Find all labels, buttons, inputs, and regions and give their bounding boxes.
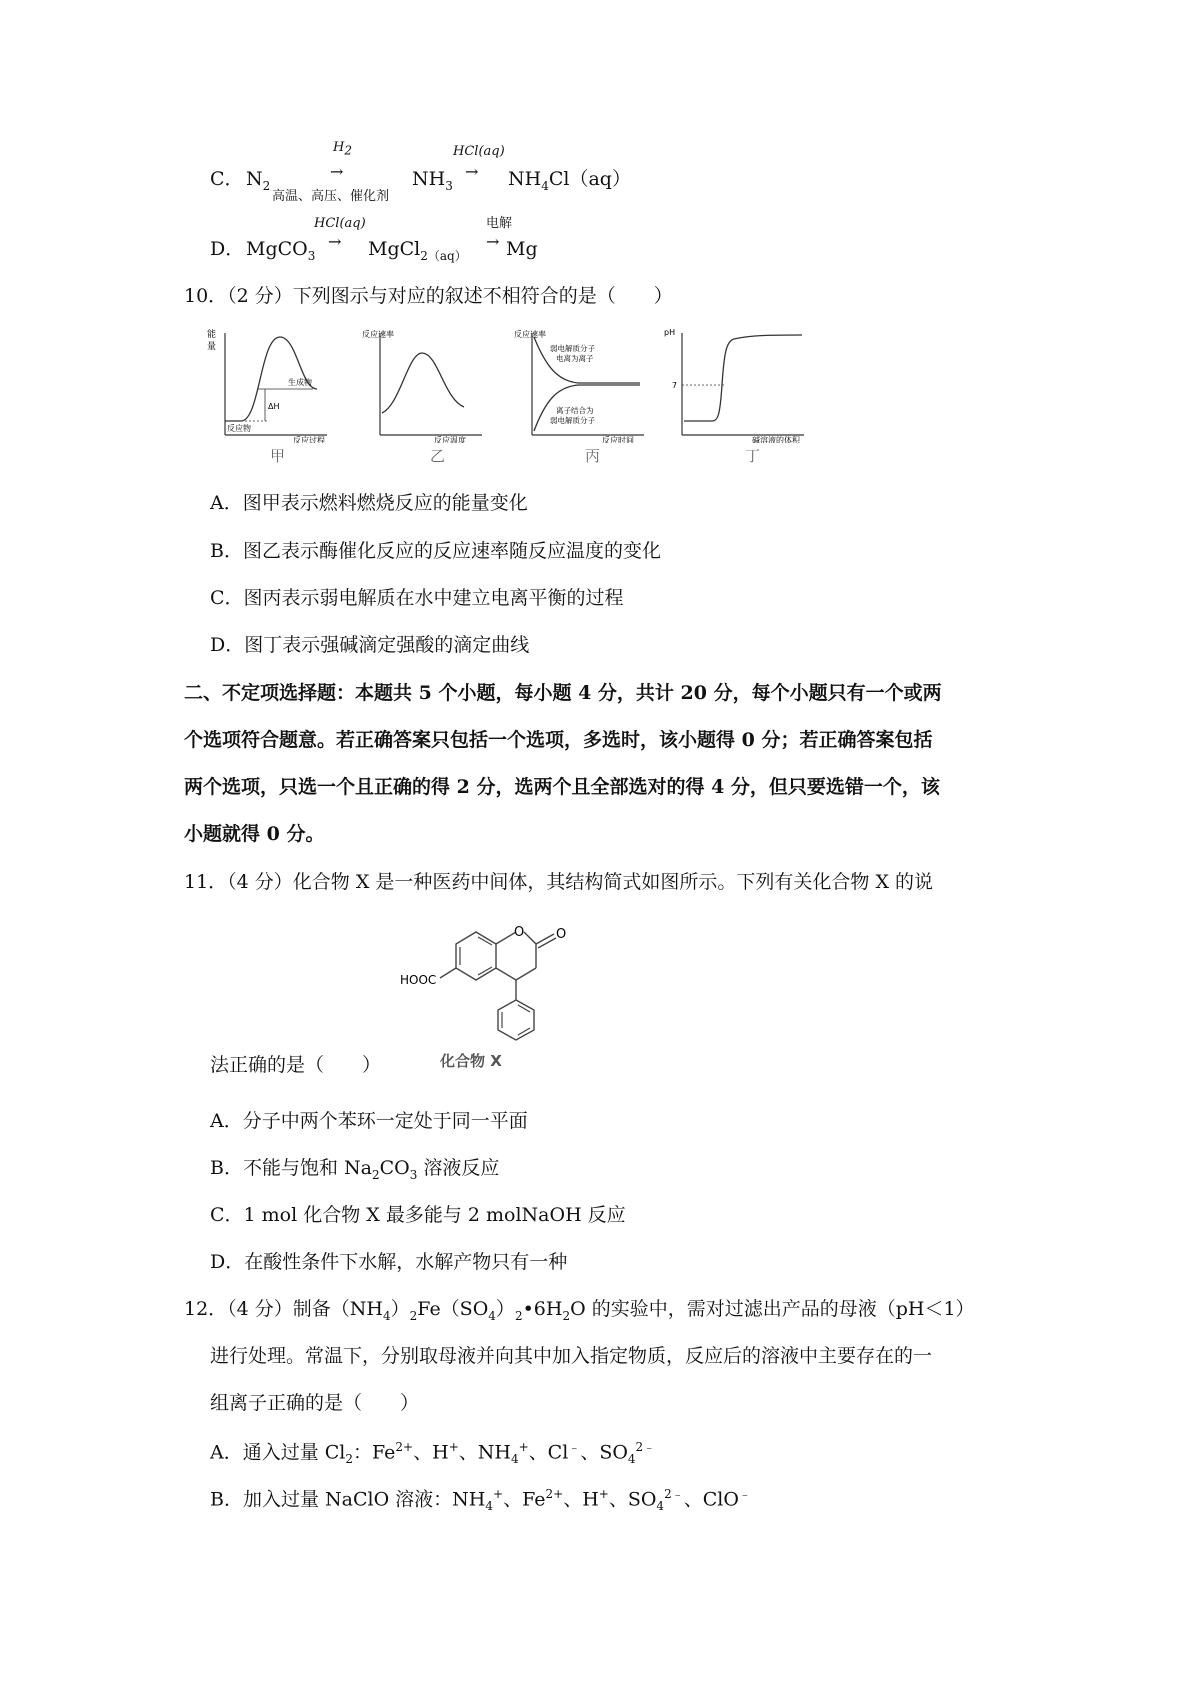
graph-bing — [512, 325, 647, 443]
x-axis-label: 反应时间 — [602, 436, 634, 443]
q10-option-b: B．图乙表示酶催化反应的反应速率随反应温度的变化 — [210, 540, 661, 562]
formula-nh3: $NH_3$ — [412, 168, 453, 193]
graph-caption-ding: 丁 — [745, 447, 761, 465]
compound-x-structure — [400, 912, 590, 1072]
reagent-electrolysis: 电解 — [486, 216, 513, 231]
q12-stem-cont: 进行处理。常温下，分别取母液并向其中加入指定物质，反应后的溶液中主要存在的一 — [210, 1345, 933, 1367]
graph-caption-bing: 丙 — [585, 447, 601, 465]
y-axis-label: 反应速率 — [514, 330, 546, 339]
arrow-icon: → — [330, 162, 344, 181]
section2-line: 二、不定项选择题：本题共 5 个小题，每小题 4 分，共计 20 分，每个小题只有一个或两 — [184, 682, 942, 704]
formula-mgcl2: MgCl$_{2(aq)}$ — [368, 238, 467, 263]
reagent-hcl: HCl(aq) — [314, 216, 366, 231]
delta-h-label: ΔH — [268, 402, 280, 411]
section2-line: 两个选项，只选一个且正确的得 2 分，选两个且全部选对的得 4 分，但只要选错一个，该 — [184, 776, 940, 798]
section2-line: 个选项符合题意。若正确答案只包括一个选项，多选时，该小题得 0 分；若正确答案包括 — [184, 729, 933, 751]
q12-stem-cont: 组离子正确的是（ ） — [210, 1392, 420, 1414]
x-axis-label: 反应温度 — [434, 436, 466, 443]
reactant-label: 反应物 — [227, 424, 251, 433]
reagent-hcl: HCl(aq) — [453, 144, 505, 159]
x-axis-label: 碱溶液的体积 — [752, 436, 800, 443]
product-label: 生成物 — [288, 378, 312, 387]
reagent-h2: $H_2$ — [333, 140, 352, 158]
graph-jia — [205, 325, 330, 443]
upper-curve-label: 电离为离子 — [556, 354, 594, 363]
ring-oxygen: O — [514, 925, 525, 940]
arrow-icon: → — [465, 162, 479, 181]
y-axis-label: 能 — [207, 330, 217, 340]
lower-curve-label: 离子结合为 — [556, 406, 594, 415]
q10-option-c: C．图丙表示弱电解质在水中建立电离平衡的过程 — [210, 587, 624, 609]
q12-stem: 12．（4 分）制备$(NH_4)_2Fe(SO_4)_2•6H_2O$ 的实验中，需对过滤出产品的母液（pH＜1） — [184, 1298, 975, 1323]
q11-option-a: A．分子中两个苯环一定处于同一平面 — [210, 1110, 528, 1132]
option-label: D． — [210, 238, 245, 260]
y-axis-label: pH — [664, 328, 676, 337]
x-axis-label: 反应过程 — [293, 436, 325, 443]
graph-caption-yi: 乙 — [430, 447, 446, 465]
q9-option-c — [210, 140, 710, 204]
lower-curve-label: 弱电解质分子 — [550, 416, 595, 425]
compound-caption: 化合物 X — [440, 1052, 502, 1070]
q11-option-c: C．1 mol 化合物 X 最多能与 2 molNaOH 反应 — [210, 1204, 626, 1226]
upper-curve-label: 弱电解质分子 — [550, 344, 595, 353]
q11-stem: 11．（4 分）化合物 X 是一种医药中间体，其结构简式如图所示。下列有关化合物 X 的说 — [184, 871, 934, 893]
carbonyl-oxygen: O — [556, 927, 567, 942]
q12-option-a: A．通入过量 $Cl_2$：$Fe^{2+}$、H+、$NH_4^+$、Cl﹣、$SO_4^{2﹣}$ — [210, 1440, 656, 1467]
hooc-group: HOOC — [400, 973, 437, 987]
q9-option-d — [210, 218, 710, 264]
q12-option-b: B．加入过量 NaClO 溶液：$NH_4^+$、$Fe^{2+}$、H+、$SO_4^{2﹣}$、ClO﹣ — [210, 1487, 751, 1514]
arrow-icon: → — [486, 232, 500, 251]
arrow-icon: → — [328, 232, 342, 251]
formula-nh4cl: $NH_4Cl(aq)$ — [508, 168, 631, 193]
q10-option-d: D．图丁表示强碱滴定强酸的滴定曲线 — [210, 634, 530, 656]
y-axis-label: 反应速率 — [362, 330, 394, 339]
y-axis-label: 量 — [207, 342, 217, 352]
option-label: C． — [210, 168, 244, 190]
formula-n2: $N_2$ — [246, 168, 271, 193]
graph-ding — [662, 325, 807, 443]
q11-option-d: D．在酸性条件下水解，水解产物只有一种 — [210, 1251, 568, 1273]
q11-stem-cont: 法正确的是（ ） — [210, 1054, 382, 1076]
graph-yi — [360, 325, 485, 443]
ph7-tick: 7 — [672, 381, 678, 390]
formula-mgco3: MgCO$_3$ — [246, 238, 316, 263]
formula-mg: Mg — [506, 238, 538, 260]
q10-option-a: A．图甲表示燃料燃烧反应的能量变化 — [210, 492, 528, 514]
graph-caption-jia: 甲 — [270, 447, 286, 465]
reaction-conditions: 高温、高压、催化剂 — [272, 189, 390, 204]
q10-stem: 10．（2 分）下列图示与对应的叙述不相符合的是（ ） — [184, 285, 673, 307]
section2-line: 小题就得 0 分。 — [184, 823, 325, 845]
q11-option-b: B．不能与饱和 $Na_2CO_3$ 溶液反应 — [210, 1157, 500, 1182]
